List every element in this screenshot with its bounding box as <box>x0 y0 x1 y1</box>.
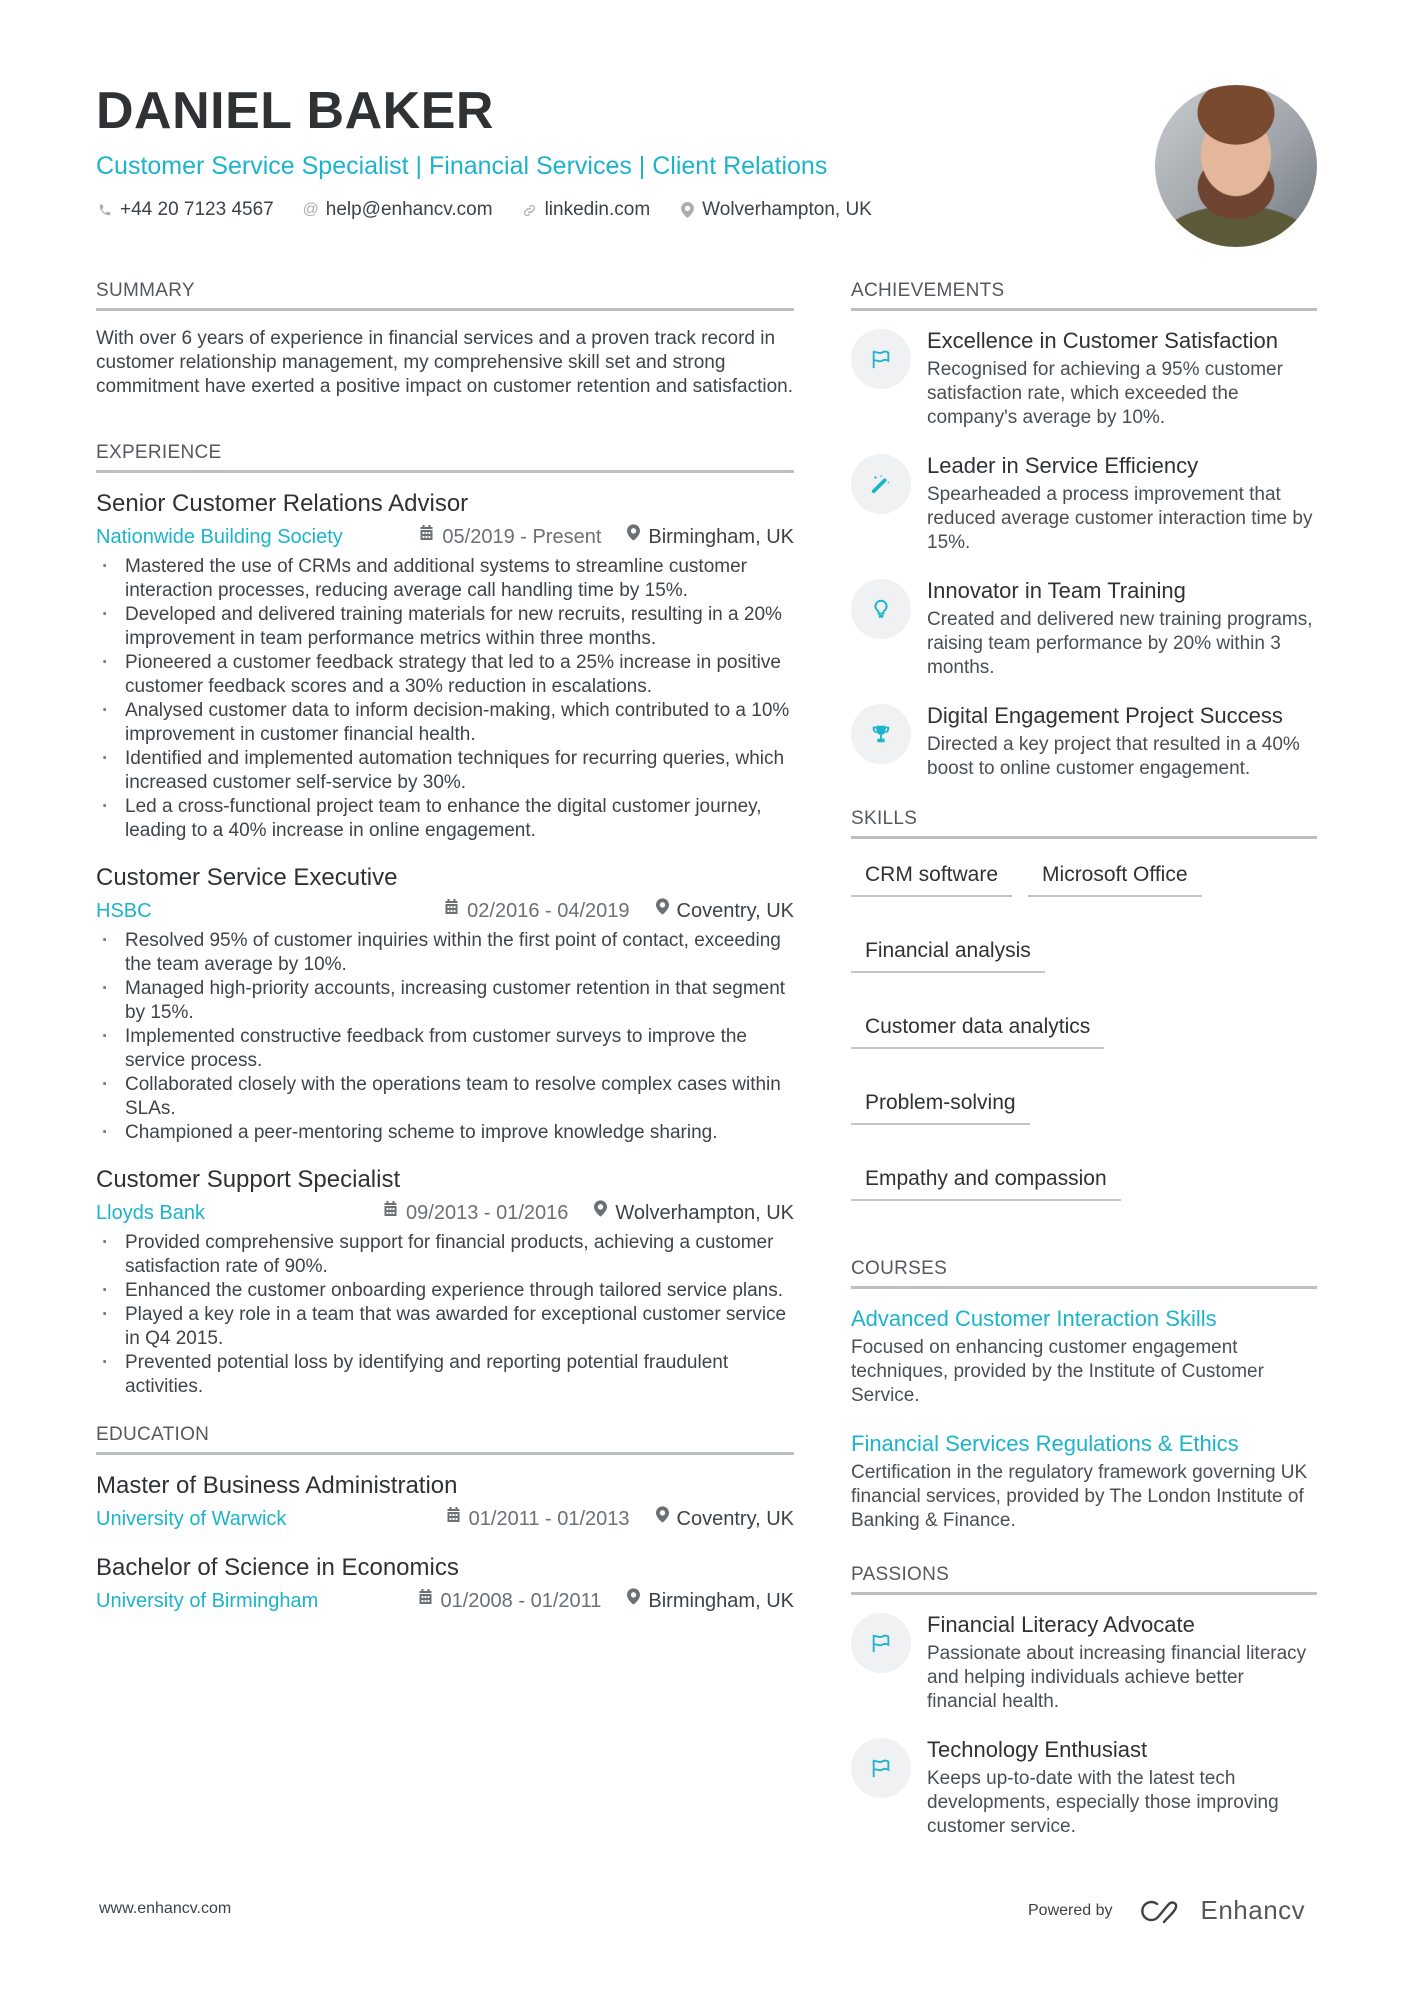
footer-branding <box>1028 1895 1305 1926</box>
enhancv-logo[interactable] <box>1139 1895 1306 1926</box>
education-meta <box>96 1587 794 1615</box>
phone-icon <box>96 203 114 217</box>
achievement-item <box>851 577 1317 680</box>
education-entry <box>96 1471 794 1533</box>
experience-section <box>96 441 794 1399</box>
footer-website-link[interactable]: www.enhancv.com <box>99 1900 232 1917</box>
contact-phone: +44 20 7123 4567 <box>96 198 274 222</box>
location-icon <box>627 523 640 551</box>
course-desc: Focused on enhancing customer engagement techniques, provided by the Institute of Customer Service. <box>851 1337 1264 1406</box>
job-dates: 02/2016 - 04/2019 <box>444 897 629 925</box>
section-heading: EXPERIENCE <box>96 441 794 473</box>
passion-desc: Keeps up-to-date with the latest tech developments, especially those improving customer service. <box>927 1768 1279 1837</box>
passion-title: Technology Enthusiast <box>927 1737 1148 1762</box>
contact-row <box>96 198 1136 222</box>
bullet-item: · Resolved 95% of customer inquiries within the first point of contact, exceeding the team average by 10%. <box>96 929 794 977</box>
at-icon: @ <box>302 201 319 218</box>
location-icon <box>678 202 696 218</box>
section-heading: ACHIEVEMENTS <box>851 279 1317 311</box>
achievement-item <box>851 327 1317 430</box>
job-meta <box>96 897 794 925</box>
job-entry <box>96 1165 794 1399</box>
achievement-item <box>851 452 1317 555</box>
company-name: Nationwide Building Society <box>96 526 343 548</box>
achievement-desc: Spearheaded a process improvement that reduced average customer interaction time by 15%. <box>927 484 1313 553</box>
resume-header <box>96 80 1136 222</box>
job-location: Wolverhampton, UK <box>594 1199 794 1227</box>
job-meta <box>96 1199 794 1227</box>
course-desc: Certification in the regulatory framework governing UK financial services, provided by The London Institute of Banking & Finance. <box>851 1462 1308 1531</box>
calendar-icon <box>418 1587 433 1615</box>
contact-location: Wolverhampton, UK <box>678 198 872 222</box>
candidate-name: DANIEL BAKER <box>96 82 494 140</box>
skill-tag: Microsoft Office <box>1028 855 1201 897</box>
skill-tag: Customer data analytics <box>851 1007 1104 1049</box>
bullet-item: · Enhanced the customer onboarding experience through tailored service plans. <box>96 1279 794 1303</box>
profile-photo <box>1155 85 1317 247</box>
calendar-icon <box>383 1199 398 1227</box>
skills-list <box>851 855 1317 1201</box>
skills-section <box>851 807 1317 1201</box>
location-icon <box>656 897 669 925</box>
skill-tag: Empathy and compassion <box>851 1159 1121 1201</box>
section-heading: COURSES <box>851 1257 1317 1289</box>
passion-item <box>851 1736 1317 1839</box>
education-meta <box>96 1505 794 1533</box>
flag-icon <box>851 1738 911 1798</box>
education-dates: 01/2011 - 01/2013 <box>446 1505 630 1533</box>
job-location: Birmingham, UK <box>627 523 794 551</box>
calendar-icon <box>446 1505 461 1533</box>
course-item <box>851 1305 1317 1408</box>
location-icon <box>656 1505 669 1533</box>
passion-title: Financial Literacy Advocate <box>927 1612 1195 1637</box>
section-heading: EDUCATION <box>96 1423 794 1455</box>
bullet-item: · Mastered the use of CRMs and additional systems to streamline customer interaction processes, reducing average call handling time by 15%. <box>96 555 794 603</box>
job-title: Customer Support Specialist <box>96 1166 401 1193</box>
company-name: Lloyds Bank <box>96 1202 205 1224</box>
bullet-item: · Analysed customer data to inform decision-making, which contributed to a 10% improvement in customer financial health. <box>96 699 794 747</box>
bullet-item: · Identified and implemented automation techniques for recurring queries, which increased customer self-service by 30%. <box>96 747 794 795</box>
achievement-desc: Created and delivered new training programs, raising team performance by 20% within 3 months. <box>927 609 1313 678</box>
education-dates: 01/2008 - 01/2011 <box>418 1587 602 1615</box>
bullet-item: · Pioneered a customer feedback strategy that led to a 25% increase in positive customer feedback scores and a 30% reduction in escalations. <box>96 651 794 699</box>
right-column <box>851 279 1317 1861</box>
achievement-title: Digital Engagement Project Success <box>927 703 1283 728</box>
bullet-item: · Played a key role in a team that was awarded for exceptional customer service in Q4 2015. <box>96 1303 794 1351</box>
job-bullets <box>96 1231 794 1399</box>
powered-by-label: Powered by <box>1028 1901 1113 1919</box>
section-heading: PASSIONS <box>851 1563 1317 1595</box>
achievement-desc: Recognised for achieving a 95% customer satisfaction rate, which exceeded the company's average by 10%. <box>927 359 1283 428</box>
summary-text: With over 6 years of experience in financial services and a proven track record in customer relationship management, my comprehensive skill set and strong commitment have exerted a positive impact on customer retention and satisfaction. <box>96 328 794 397</box>
location-icon <box>627 1587 640 1615</box>
bullet-item: · Managed high-priority accounts, increasing customer retention in that segment by 15%. <box>96 977 794 1025</box>
bullet-item: · Developed and delivered training materials for new recruits, resulting in a 20% improvement in team performance metrics within three months. <box>96 603 794 651</box>
calendar-icon <box>419 523 434 551</box>
contact-email[interactable]: @ help@enhancv.com <box>302 199 493 220</box>
passion-desc: Passionate about increasing financial literacy and helping individuals achieve better financial health. <box>927 1643 1307 1712</box>
bullet-item: · Implemented constructive feedback from customer surveys to improve the service process. <box>96 1025 794 1073</box>
job-entry <box>96 863 794 1145</box>
skill-tag: CRM software <box>851 855 1012 897</box>
achievement-desc: Directed a key project that resulted in a 40% boost to online customer engagement. <box>927 734 1300 779</box>
left-column <box>96 279 794 1635</box>
job-title: Customer Service Executive <box>96 864 398 891</box>
candidate-headline: Customer Service Specialist | Financial Services | Client Relations <box>96 152 828 180</box>
section-heading: SKILLS <box>851 807 1317 839</box>
contact-linkedin[interactable]: linkedin.com <box>521 198 651 222</box>
job-title: Senior Customer Relations Advisor <box>96 490 469 517</box>
degree-title: Bachelor of Science in Economics <box>96 1554 459 1581</box>
education-location: Coventry, UK <box>656 1505 794 1533</box>
achievement-item <box>851 702 1317 781</box>
summary-section <box>96 279 794 399</box>
passions-section <box>851 1563 1317 1839</box>
education-entry <box>96 1553 794 1615</box>
job-bullets <box>96 929 794 1145</box>
location-icon <box>594 1199 607 1227</box>
course-item <box>851 1430 1317 1533</box>
magic-wand-icon <box>851 454 911 514</box>
flag-icon <box>851 329 911 389</box>
achievement-title: Leader in Service Efficiency <box>927 453 1199 478</box>
lightbulb-icon <box>851 579 911 639</box>
bullet-item: · Prevented potential loss by identifying and reporting potential fraudulent activities. <box>96 1351 794 1399</box>
calendar-icon <box>444 897 459 925</box>
course-title: Financial Services Regulations & Ethics <box>851 1431 1239 1456</box>
job-entry <box>96 489 794 843</box>
bullet-item: · Provided comprehensive support for financial products, achieving a customer satisfaction rate of 90%. <box>96 1231 794 1279</box>
job-bullets <box>96 555 794 843</box>
job-dates: 09/2013 - 01/2016 <box>383 1199 568 1227</box>
brand-name: Enhancv <box>1200 1895 1306 1925</box>
bullet-item: · Collaborated closely with the operations team to resolve complex cases within SLAs. <box>96 1073 794 1121</box>
company-name: HSBC <box>96 900 152 922</box>
course-title: Advanced Customer Interaction Skills <box>851 1306 1217 1331</box>
enhancv-logo-icon <box>1139 1898 1187 1924</box>
education-section <box>96 1423 794 1615</box>
passion-item <box>851 1611 1317 1714</box>
skill-tag: Problem-solving <box>851 1083 1030 1125</box>
job-location: Coventry, UK <box>656 897 794 925</box>
bullet-item: · Championed a peer-mentoring scheme to improve knowledge sharing. <box>96 1121 794 1145</box>
achievement-title: Innovator in Team Training <box>927 578 1186 603</box>
courses-section <box>851 1257 1317 1533</box>
section-heading: SUMMARY <box>96 279 794 311</box>
school-name: University of Warwick <box>96 1508 287 1530</box>
degree-title: Master of Business Administration <box>96 1472 458 1499</box>
achievements-section <box>851 279 1317 781</box>
bullet-item: · Led a cross-functional project team to enhance the digital customer journey, leading to a 40% increase in online engagement. <box>96 795 794 843</box>
job-meta <box>96 523 794 551</box>
achievement-title: Excellence in Customer Satisfaction <box>927 328 1278 353</box>
link-icon <box>521 203 539 218</box>
flag-icon <box>851 1613 911 1673</box>
trophy-icon <box>851 704 911 764</box>
education-location: Birmingham, UK <box>627 1587 794 1615</box>
job-dates: 05/2019 - Present <box>419 523 601 551</box>
skill-tag: Financial analysis <box>851 931 1045 973</box>
school-name: University of Birmingham <box>96 1590 319 1612</box>
